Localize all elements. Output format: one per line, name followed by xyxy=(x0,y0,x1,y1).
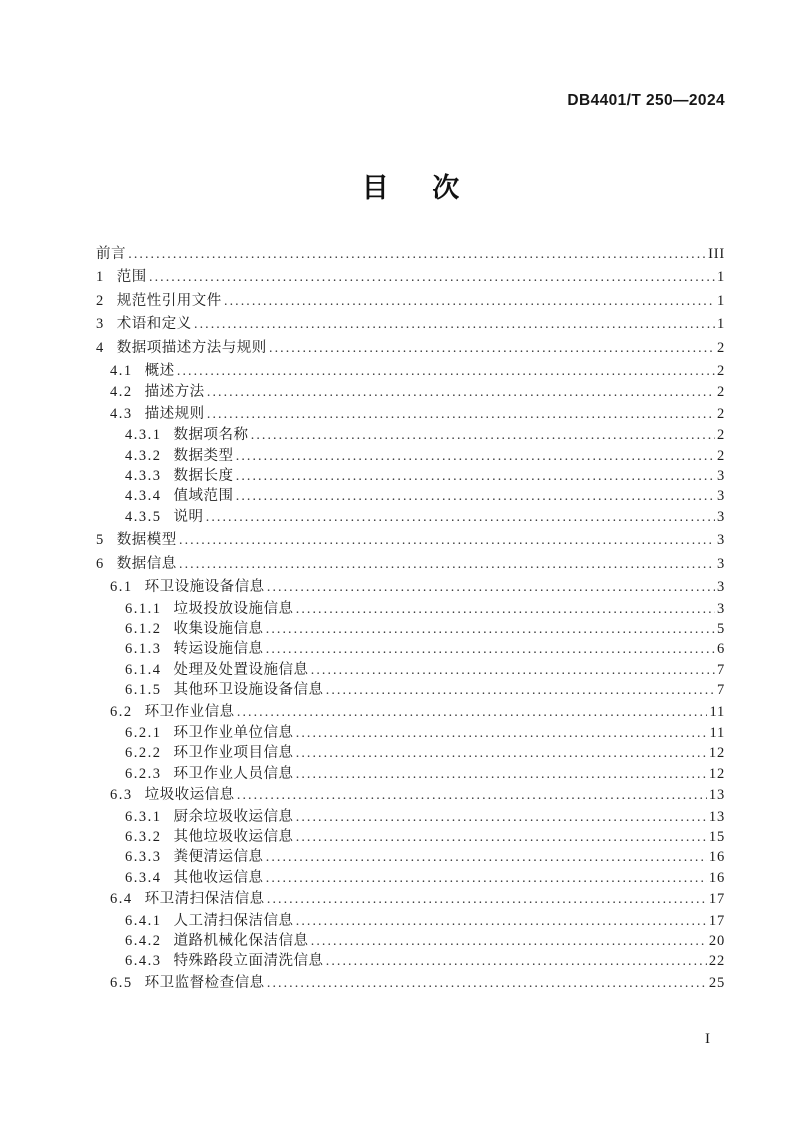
toc-entry xyxy=(96,404,725,424)
toc-entry xyxy=(96,267,725,287)
toc-entry-page: 3 xyxy=(716,508,725,525)
toc-dot-leader xyxy=(326,951,707,971)
toc-entry xyxy=(96,446,725,466)
toc-entry-title: 环卫清扫保洁信息 xyxy=(144,891,265,908)
toc-entry-page: 3 xyxy=(716,555,725,572)
toc-entry xyxy=(96,723,725,743)
toc-entry xyxy=(96,785,725,805)
toc-dot-leader xyxy=(179,554,715,574)
toc-entry-number: 4.1 xyxy=(110,363,133,380)
toc-dot-leader xyxy=(326,680,715,700)
toc-entry-page: 16 xyxy=(708,849,725,866)
toc-entry-number: 6.1.4 xyxy=(125,661,162,678)
toc-list xyxy=(96,241,725,994)
toc-entry-page: 7 xyxy=(716,682,725,699)
toc-entry-title: 术语和定义 xyxy=(116,316,192,333)
toc-entry-title: 环卫作业人员信息 xyxy=(173,765,294,782)
toc-entry-title: 环卫设施设备信息 xyxy=(144,579,265,596)
toc-entry-page: 1 xyxy=(716,269,725,286)
toc-entry-title: 数据模型 xyxy=(116,532,177,549)
toc-dot-leader xyxy=(267,889,707,909)
toc-entry-number: 6.4.2 xyxy=(125,933,162,949)
toc-entry-number: 6.2.3 xyxy=(125,765,162,782)
toc-dot-leader xyxy=(311,931,707,951)
toc-dot-leader xyxy=(224,291,715,311)
toc-entry-title: 描述规则 xyxy=(144,405,205,422)
toc-dot-leader xyxy=(269,338,715,358)
toc-entry-title: 转运设施信息 xyxy=(173,641,264,658)
page-title: 目 次 xyxy=(361,173,460,204)
toc-entry-number: 6.2.1 xyxy=(125,724,162,741)
toc-entry-page: 2 xyxy=(716,427,725,444)
toc-entry xyxy=(96,951,725,971)
toc-dot-leader xyxy=(266,639,715,659)
toc-entry xyxy=(96,577,725,597)
toc-entry xyxy=(96,507,725,527)
toc-entry-title: 环卫监督检查信息 xyxy=(144,974,265,991)
toc-entry xyxy=(96,382,725,402)
toc-entry-page: 5 xyxy=(716,620,725,637)
toc-entry-page: 6 xyxy=(716,641,725,658)
toc-entry-title: 厨余垃圾收运信息 xyxy=(173,808,294,825)
toc-entry-number: 6.1.5 xyxy=(125,682,162,699)
toc-entry xyxy=(96,619,725,639)
toc-entry xyxy=(96,314,725,334)
toc-entry-number: 4.3.2 xyxy=(125,447,162,464)
toc-entry-title: 环卫作业项目信息 xyxy=(173,745,294,762)
toc-entry-title: 收集设施信息 xyxy=(173,620,264,637)
toc-dot-leader xyxy=(207,404,715,424)
toc-entry xyxy=(96,973,725,993)
toc-entry-title: 垃圾投放设施信息 xyxy=(173,600,294,617)
toc-entry-number: 4.3.3 xyxy=(125,468,162,485)
toc-entry xyxy=(96,466,725,486)
toc-entry-page: 13 xyxy=(708,787,725,804)
toc-entry-number: 6.4.1 xyxy=(125,912,162,929)
toc-dot-leader xyxy=(296,807,707,827)
toc-entry-number: 4.3.1 xyxy=(125,427,162,444)
toc-entry-page: 7 xyxy=(716,661,725,678)
toc-entry-number: 6 xyxy=(96,555,105,572)
toc-dot-leader xyxy=(206,507,715,527)
toc-dot-leader xyxy=(296,723,708,743)
toc-entry xyxy=(96,244,725,264)
toc-entry-number: 1 xyxy=(96,269,105,286)
toc-entry-title: 说明 xyxy=(173,508,204,525)
toc-entry-page: 11 xyxy=(709,724,725,741)
footer-page-number: I xyxy=(705,1031,710,1047)
toc-entry-number: 6.1.3 xyxy=(125,641,162,658)
toc-entry-number: 6.3.3 xyxy=(125,849,162,866)
toc-entry xyxy=(96,338,725,358)
toc-entry-page: 12 xyxy=(708,745,725,762)
toc-entry-title: 其他收运信息 xyxy=(173,869,264,886)
toc-entry-page: 3 xyxy=(716,468,725,485)
toc-entry-title: 数据项名称 xyxy=(173,427,249,444)
toc-entry xyxy=(96,847,725,867)
toc-entry-page: 22 xyxy=(708,953,725,970)
toc-dot-leader xyxy=(177,361,715,381)
toc-entry-number: 2 xyxy=(96,292,105,309)
toc-entry-title: 垃圾收运信息 xyxy=(144,787,235,804)
toc-entry-page: 3 xyxy=(716,600,725,617)
toc-entry xyxy=(96,702,725,722)
toc-entry-number: 4 xyxy=(96,339,105,356)
toc-entry-title: 描述方法 xyxy=(144,384,205,401)
toc-entry-page: 2 xyxy=(716,363,725,380)
toc-entry-page: 12 xyxy=(708,765,725,782)
toc-entry-title: 粪便清运信息 xyxy=(173,849,264,866)
toc-entry-page: 15 xyxy=(708,828,725,845)
toc-dot-leader xyxy=(267,973,707,993)
toc-entry xyxy=(96,361,725,381)
toc-entry xyxy=(96,807,725,827)
toc-entry-number: 6.3.2 xyxy=(125,828,162,845)
toc-entry-title: 数据长度 xyxy=(173,468,234,485)
toc-dot-leader xyxy=(149,267,715,287)
toc-entry-number: 4.2 xyxy=(110,384,133,401)
toc-entry-number: 6.5 xyxy=(110,974,133,991)
toc-dot-leader xyxy=(296,743,707,763)
toc-entry-title: 数据信息 xyxy=(116,555,177,572)
toc-entry xyxy=(96,554,725,574)
toc-entry-page: 1 xyxy=(716,292,725,309)
toc-dot-leader xyxy=(296,911,707,931)
toc-entry-number: 6.4.3 xyxy=(125,953,162,970)
toc-dot-leader xyxy=(128,244,706,264)
toc-entry xyxy=(96,425,725,445)
toc-entry-page: 1 xyxy=(716,316,725,333)
toc-entry xyxy=(96,660,725,680)
toc-entry-title: 数据类型 xyxy=(173,447,234,464)
toc-dot-leader xyxy=(267,577,715,597)
toc-entry xyxy=(96,827,725,847)
toc-dot-leader xyxy=(266,619,715,639)
toc-dot-leader xyxy=(266,868,707,888)
toc-entry-number: 4.3.5 xyxy=(125,508,162,525)
toc-entry-title: 范围 xyxy=(116,269,147,286)
toc-entry-number: 3 xyxy=(96,316,105,333)
toc-entry-page: 2 xyxy=(716,405,725,422)
toc-dot-leader xyxy=(237,702,708,722)
toc-entry xyxy=(96,764,725,784)
toc-entry xyxy=(96,889,725,909)
toc-dot-leader xyxy=(296,599,715,619)
doc-code-header: DB4401/T 250—2024 xyxy=(567,92,725,109)
toc-entry-number: 6.2 xyxy=(110,703,133,720)
toc-entry-title: 环卫作业信息 xyxy=(144,703,235,720)
toc-dot-leader xyxy=(251,425,715,445)
toc-entry xyxy=(96,639,725,659)
toc-entry xyxy=(96,530,725,550)
toc-entry-number: 6.1 xyxy=(110,579,133,596)
toc-dot-leader xyxy=(236,446,715,466)
toc-entry-number: 6.1.1 xyxy=(125,600,162,617)
toc-entry xyxy=(96,743,725,763)
toc-dot-leader xyxy=(296,827,707,847)
toc-entry-page: 11 xyxy=(709,703,725,720)
toc-entry-number: 6.3.4 xyxy=(125,869,162,886)
toc-entry-title: 概述 xyxy=(144,363,175,380)
toc-entry-page: 3 xyxy=(716,488,725,505)
toc-entry xyxy=(96,599,725,619)
toc-entry-page: 25 xyxy=(708,974,725,991)
toc-dot-leader xyxy=(266,847,707,867)
toc-dot-leader xyxy=(296,764,707,784)
toc-entry-number: 6.3.1 xyxy=(125,808,162,825)
toc-entry-page: III xyxy=(708,246,725,262)
toc-dot-leader xyxy=(236,486,715,506)
toc-entry xyxy=(96,291,725,311)
toc-dot-leader xyxy=(179,530,715,550)
toc-entry-title: 道路机械化保洁信息 xyxy=(173,933,309,949)
toc-entry-title: 前言 xyxy=(96,246,126,262)
toc-entry-number: 6.4 xyxy=(110,891,133,908)
toc-entry-number: 4.3 xyxy=(110,405,133,422)
toc-dot-leader xyxy=(236,466,715,486)
toc-entry-title: 其他垃圾收运信息 xyxy=(173,828,294,845)
toc-entry-page: 2 xyxy=(716,384,725,401)
toc-entry xyxy=(96,486,725,506)
toc-entry xyxy=(96,911,725,931)
toc-entry xyxy=(96,680,725,700)
toc-entry-page: 2 xyxy=(716,447,725,464)
toc-entry-title: 人工清扫保洁信息 xyxy=(173,912,294,929)
toc-entry-title: 处理及处置设施信息 xyxy=(173,661,309,678)
toc-entry-page: 13 xyxy=(708,808,725,825)
toc-entry-title: 值域范围 xyxy=(173,488,234,505)
toc-entry-title: 环卫作业单位信息 xyxy=(173,724,294,741)
toc-entry-page: 17 xyxy=(708,891,725,908)
toc-entry xyxy=(96,931,725,951)
toc-dot-leader xyxy=(237,785,707,805)
toc-entry xyxy=(96,868,725,888)
toc-entry-number: 4.3.4 xyxy=(125,488,162,505)
toc-entry-title: 数据项描述方法与规则 xyxy=(116,339,267,356)
toc-entry-page: 16 xyxy=(708,869,725,886)
toc-entry-page: 17 xyxy=(708,912,725,929)
toc-entry-number: 6.1.2 xyxy=(125,620,162,637)
toc-dot-leader xyxy=(311,660,715,680)
toc-dot-leader xyxy=(207,382,715,402)
toc-entry-page: 3 xyxy=(716,532,725,549)
toc-entry-title: 其他环卫设施设备信息 xyxy=(173,682,324,699)
toc-entry-title: 特殊路段立面清洗信息 xyxy=(173,953,324,970)
toc-entry-number: 6.3 xyxy=(110,787,133,804)
toc-entry-page: 20 xyxy=(708,933,725,949)
toc-dot-leader xyxy=(194,314,715,334)
toc-entry-page: 2 xyxy=(716,339,725,356)
toc-entry-number: 5 xyxy=(96,532,105,549)
toc-entry-page: 3 xyxy=(716,579,725,596)
toc-entry-number: 6.2.2 xyxy=(125,745,162,762)
toc-entry-title: 规范性引用文件 xyxy=(116,292,222,309)
